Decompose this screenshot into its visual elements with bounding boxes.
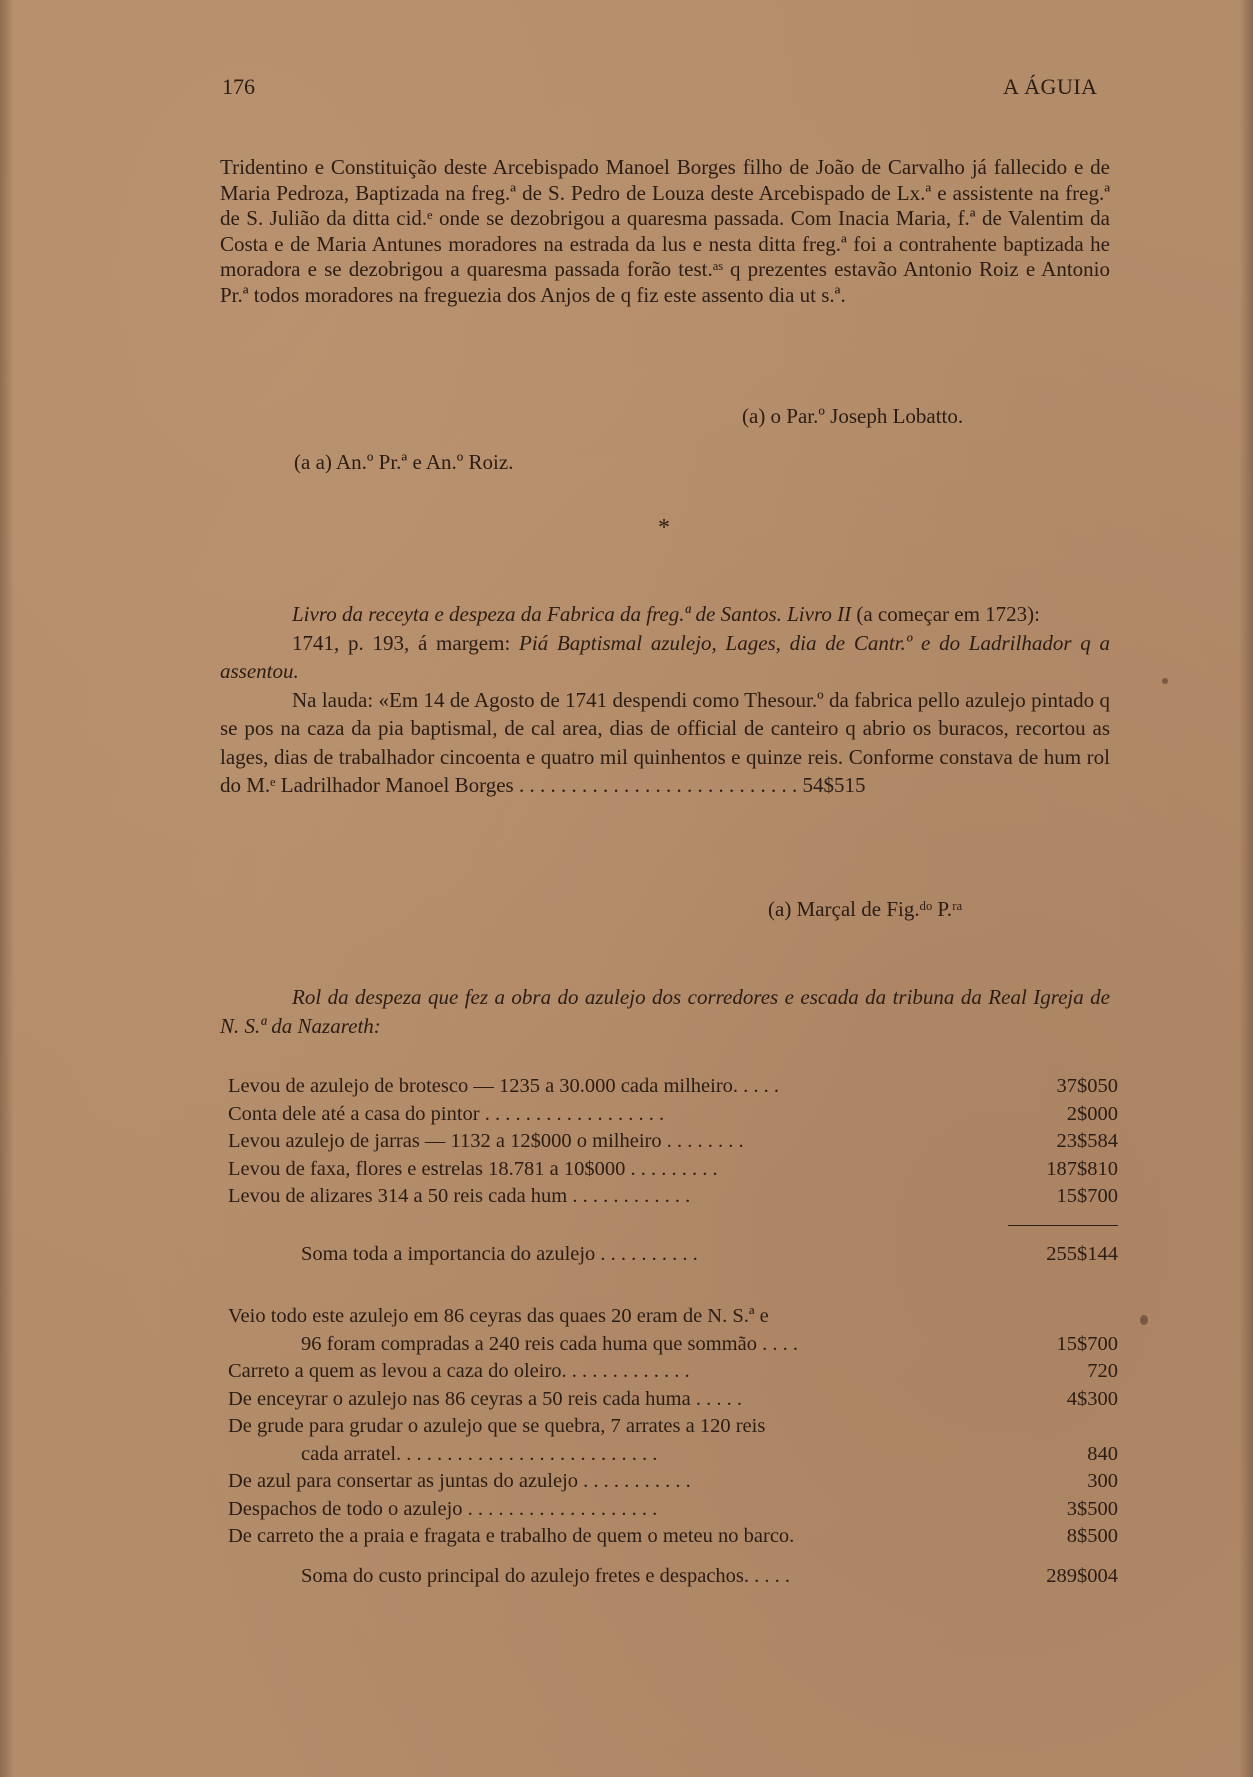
ledger-row <box>228 1525 1118 1553</box>
azulejo-cost-ledger <box>228 1075 1118 1213</box>
ledger-row <box>228 1075 1118 1103</box>
ledger-row <box>228 1443 1118 1471</box>
ledger-item-amount: 37$050 <box>1056 1075 1118 1097</box>
ledger-total-label: Soma do custo principal do azulejo fretes e despachos. . . . . <box>301 1565 791 1587</box>
azulejo-cost-total <box>228 1243 1118 1271</box>
ledger-row <box>228 1185 1118 1213</box>
ledger-item-description: Levou de azulejo de brotesco — 1235 a 30.000 cada milheiro. . . . . <box>228 1075 780 1097</box>
ledger-item-amount: 3$500 <box>1066 1497 1118 1520</box>
transport-cost-total <box>228 1565 1118 1593</box>
section-separator-asterisk: * <box>658 515 670 541</box>
ledger-item-description: Despachos de todo o azulejo . . . . . . . . . . . . . . . . . . . <box>228 1497 658 1520</box>
ledger-item-amount: 720 <box>1087 1360 1118 1382</box>
ledger-item-amount: 23$584 <box>1056 1130 1118 1152</box>
ledger-item-description: De carreto the a praia e fragata e trabalho de quem o meteu no barco. <box>228 1525 795 1547</box>
ledger-item-description: 96 foram compradas a 240 reis cada huma que sommão . . . . <box>301 1332 798 1355</box>
page-number: 176 <box>222 74 255 99</box>
margin-note-reference: 1741, p. 193, á margem: <box>292 630 520 655</box>
lauda-text <box>220 686 1110 800</box>
witness-signatures: (a a) An.º Pr.ª e An.º Roiz. <box>294 450 514 474</box>
ledger-total-amount: 289$004 <box>1046 1565 1118 1587</box>
ledger-item-description: Veio todo este azulejo em 86 ceyras das quaes 20 eram de N. S.ª e <box>228 1305 769 1327</box>
rol-title <box>220 983 1110 1041</box>
ledger-item-amount: 15$700 <box>1056 1185 1118 1207</box>
ledger-item-amount: 187$810 <box>1046 1157 1118 1180</box>
ledger-item-amount: 300 <box>1087 1470 1118 1492</box>
ledger-item-description: Levou de alizares 314 a 50 reis cada hum . . . . . . . . . . . . <box>228 1185 691 1207</box>
ledger-row <box>228 1498 1118 1526</box>
ink-spot <box>1140 1315 1148 1325</box>
lauda-amount: 54$515 <box>802 773 866 797</box>
page-left-edge-shadow <box>0 0 14 1777</box>
margin-note-text: Piá Baptismal azulejo, Lages, dia de Cantr.º e do Ladrilhador q a assentou. <box>220 630 1110 683</box>
page-right-edge-shadow <box>1239 0 1253 1777</box>
ledger-item-description: Levou de faxa, flores e estrelas 18.781 a 10$000 . . . . . . . . . <box>228 1157 718 1180</box>
book-title-suffix: (a começar em 1723): <box>851 602 1041 626</box>
ledger-item-amount: 2$000 <box>1066 1102 1118 1125</box>
ledger-item-description: Conta dele até a casa do pintor . . . . . . . . . . . . . . . . . . <box>228 1102 665 1125</box>
ledger-item-description: De enceyrar o azulejo nas 86 ceyras a 50 reis cada huma . . . . . <box>228 1387 742 1410</box>
ledger-item-description: cada arratel. . . . . . . . . . . . . . . . . . . . . . . . . . <box>301 1442 658 1465</box>
ink-spot <box>1162 678 1168 684</box>
ledger-item-description: Carreto a quem as levou a caza do oleiro. . . . . . . . . . . . . <box>228 1360 690 1382</box>
ledger-total-amount: 255$144 <box>1046 1243 1118 1265</box>
ledger-row <box>228 1130 1118 1158</box>
ledger-total-row <box>228 1565 1118 1593</box>
ledger-item-description: Levou azulejo de jarras — 1132 a 12$000 o milheiro . . . . . . . . <box>228 1130 744 1152</box>
ledger-row <box>228 1388 1118 1416</box>
priest-signature: (a) o Par.º Joseph Lobatto. <box>742 404 964 428</box>
ledger-total-row <box>228 1243 1118 1271</box>
ledger-row <box>228 1333 1118 1361</box>
ledger-row <box>228 1305 1118 1333</box>
rol-title-text: Rol da despeza que fez a obra do azulejo dos corredores e escada da tribuna da Real Igreja de N. S.ª da Nazareth: <box>220 985 1110 1038</box>
ledger-item-amount: 840 <box>1087 1442 1118 1465</box>
fabrica-book-entry <box>220 600 1110 800</box>
ledger-row <box>228 1360 1118 1388</box>
ledger-row <box>228 1470 1118 1498</box>
treasurer-signature: (a) Marçal de Fig.ᵈᵒ P.ʳᵃ <box>768 897 963 921</box>
book-title: Livro da receyta e despeza da Fabrica da freg.ª de Santos. Livro II <box>292 602 852 626</box>
ledger-row <box>228 1103 1118 1131</box>
running-head: A ÁGUIA <box>1003 74 1098 99</box>
baptism-entry-text: Tridentino e Constituição deste Arcebispado Manoel Borges filho de João de Carvalho já fallecido e de Maria Pedroza, Baptizada na freg.ª de S. Pedro de Louza deste Arcebispado de Lx.ª e assistente na freg.ª de S. Julião da ditta cid.ᵉ onde se dezobrigou a quaresma passada. Com Inacia Maria, f.ª de Valentim da Costa e de Maria Antunes moradores na estrada da lus e nesta ditta freg.ª foi a contrahente baptizada he moradora e se dezobrigou a quaresma passada forão test.ᵃˢ q prezentes estavão Antonio Roiz e Antonio Pr.ª todos moradores na freguezia dos Anjos de q fiz este assento dia ut s.ª. <box>220 155 1110 307</box>
sum-rule-line <box>1008 1225 1118 1226</box>
book-citation <box>220 600 1110 629</box>
ledger-item-amount: 8$500 <box>1066 1525 1118 1547</box>
ledger-item-description: De azul para consertar as juntas do azulejo . . . . . . . . . . . <box>228 1470 691 1492</box>
ledger-total-label: Soma toda a importancia do azulejo . . . . . . . . . . <box>301 1243 698 1265</box>
transport-cost-ledger <box>228 1305 1118 1553</box>
ledger-row <box>228 1158 1118 1186</box>
ledger-row <box>228 1415 1118 1443</box>
ledger-item-amount: 4$300 <box>1066 1387 1118 1410</box>
lauda-body: Na lauda: «Em 14 de Agosto de 1741 despendi como Thesour.º da fabrica pello azulejo pintado q se pos na caza da pia baptismal, de cal area, dias de official de canteiro q abrio os buracos, recortou as lages, dias de trabalhador cincoenta e quatro mil quinhentos e quinze reis. Conforme constava de hum rol do M.ᵉ Ladrilhador Manoel Borges . . . . . . . . . . . . . . . . . . . . . . . . . . . <box>220 687 1110 797</box>
margin-note <box>220 629 1110 686</box>
ledger-item-description: De grude para grudar o azulejo que se quebra, 7 arrates a 120 reis <box>228 1415 766 1437</box>
ledger-item-amount: 15$700 <box>1056 1332 1118 1355</box>
